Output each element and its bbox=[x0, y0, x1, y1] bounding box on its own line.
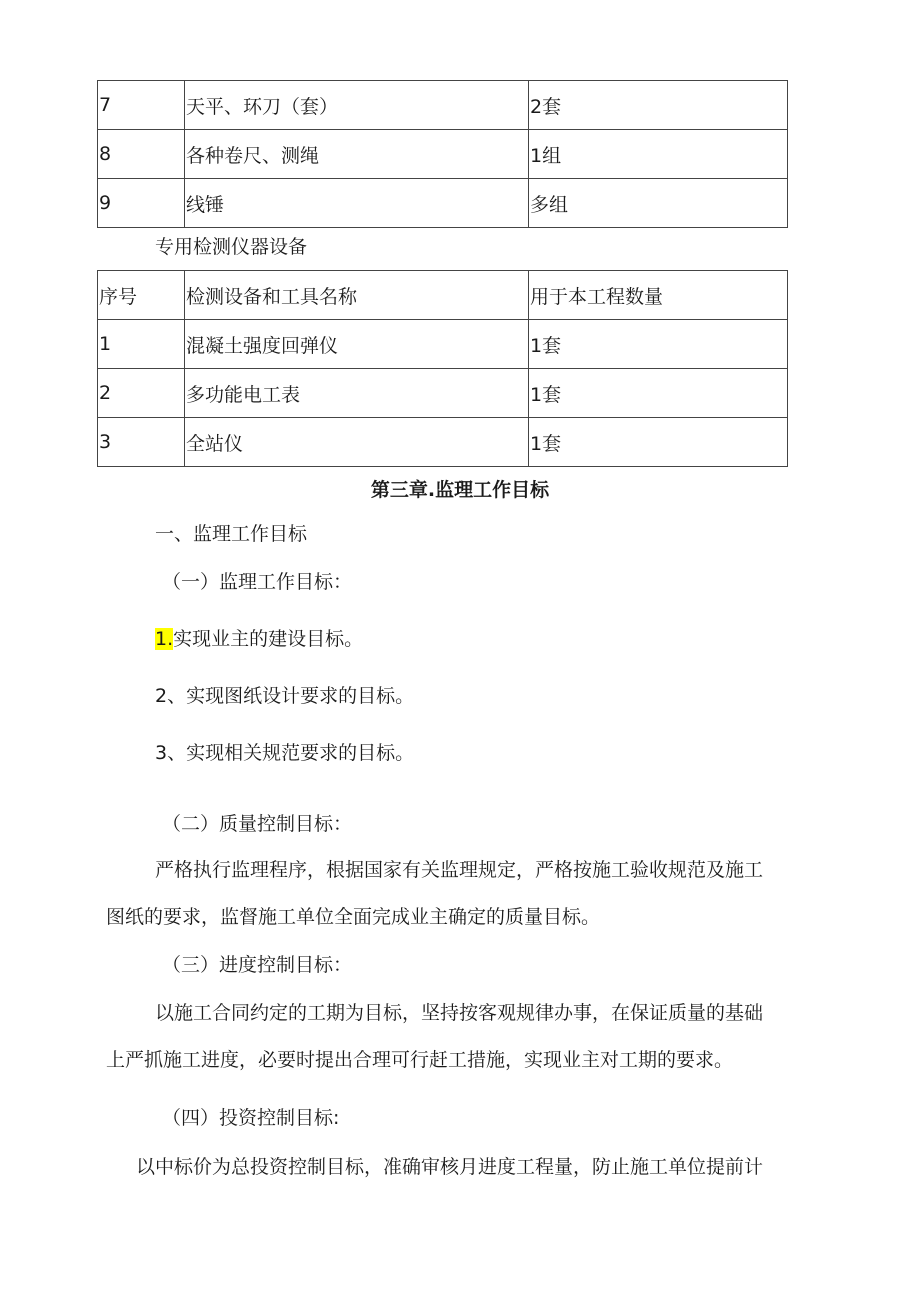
subsection-heading: （三）进度控制目标： bbox=[162, 954, 353, 976]
paragraph-line: 严格执行监理程序，根据国家有关监理规定，严格按施工验收规范及施工 bbox=[155, 859, 764, 881]
special-equipment-table bbox=[97, 270, 788, 467]
paragraph-line: 以施工合同约定的工期为目标，坚持按客观规律办事，在保证质量的基础 bbox=[155, 1002, 764, 1024]
subsection-heading: （二）质量控制目标： bbox=[162, 813, 353, 835]
list-item: 3、实现相关规范要求的目标。 bbox=[155, 742, 415, 764]
table-cell-quantity: 1套 bbox=[529, 320, 788, 369]
table-cell-name: 线锤 bbox=[185, 179, 529, 228]
table-row bbox=[98, 418, 788, 467]
table-cell-name: 多功能电工表 bbox=[185, 369, 529, 418]
table-row bbox=[98, 369, 788, 418]
table-cell-quantity: 1组 bbox=[529, 130, 788, 179]
list-item-text: 实现业主的建设目标。 bbox=[173, 628, 364, 650]
table-cell-index: 3 bbox=[98, 418, 185, 467]
table-header-name: 检测设备和工具名称 bbox=[185, 271, 529, 320]
table-cell-quantity: 2套 bbox=[529, 81, 788, 130]
table-cell-index: 8 bbox=[98, 130, 185, 179]
table-cell-quantity: 1套 bbox=[529, 418, 788, 467]
paragraph-line: 以中标价为总投资控制目标，准确审核月进度工程量，防止施工单位提前计 bbox=[136, 1156, 764, 1178]
paragraph-line: 上严抓施工进度，必要时提出合理可行赶工措施，实现业主对工期的要求。 bbox=[106, 1049, 734, 1071]
subsection-heading: （一）监理工作目标： bbox=[162, 571, 353, 593]
table-cell-name: 各种卷尺、测绳 bbox=[185, 130, 529, 179]
table-row bbox=[98, 320, 788, 369]
table-cell-index: 1 bbox=[98, 320, 185, 369]
chapter-title: 第三章.监理工作目标 bbox=[370, 479, 550, 501]
subsection-heading: （四）投资控制目标: bbox=[162, 1107, 340, 1129]
paragraph-line: 图纸的要求，监督施工单位全面完成业主确定的质量目标。 bbox=[106, 906, 601, 928]
table-row bbox=[98, 179, 788, 228]
table-header-row bbox=[98, 271, 788, 320]
table-row bbox=[98, 81, 788, 130]
section-label: 专用检测仪器设备 bbox=[155, 236, 308, 258]
table-cell-name: 全站仪 bbox=[185, 418, 529, 467]
section-heading: 一、监理工作目标 bbox=[155, 523, 308, 545]
table-cell-index: 2 bbox=[98, 369, 185, 418]
table-cell-name: 混凝土强度回弹仪 bbox=[185, 320, 529, 369]
equipment-table-continued bbox=[97, 80, 788, 228]
table-cell-quantity: 1套 bbox=[529, 369, 788, 418]
table-cell-index: 7 bbox=[98, 81, 185, 130]
highlighted-number: 1. bbox=[155, 628, 174, 650]
table-cell-index: 9 bbox=[98, 179, 185, 228]
list-item: 2、实现图纸设计要求的目标。 bbox=[155, 685, 415, 707]
table-row bbox=[98, 130, 788, 179]
table-cell-name: 天平、环刀（套） bbox=[185, 81, 529, 130]
table-header-index: 序号 bbox=[98, 271, 185, 320]
table-cell-quantity: 多组 bbox=[529, 179, 788, 228]
list-item bbox=[155, 627, 363, 651]
table-header-quantity: 用于本工程数量 bbox=[529, 271, 788, 320]
